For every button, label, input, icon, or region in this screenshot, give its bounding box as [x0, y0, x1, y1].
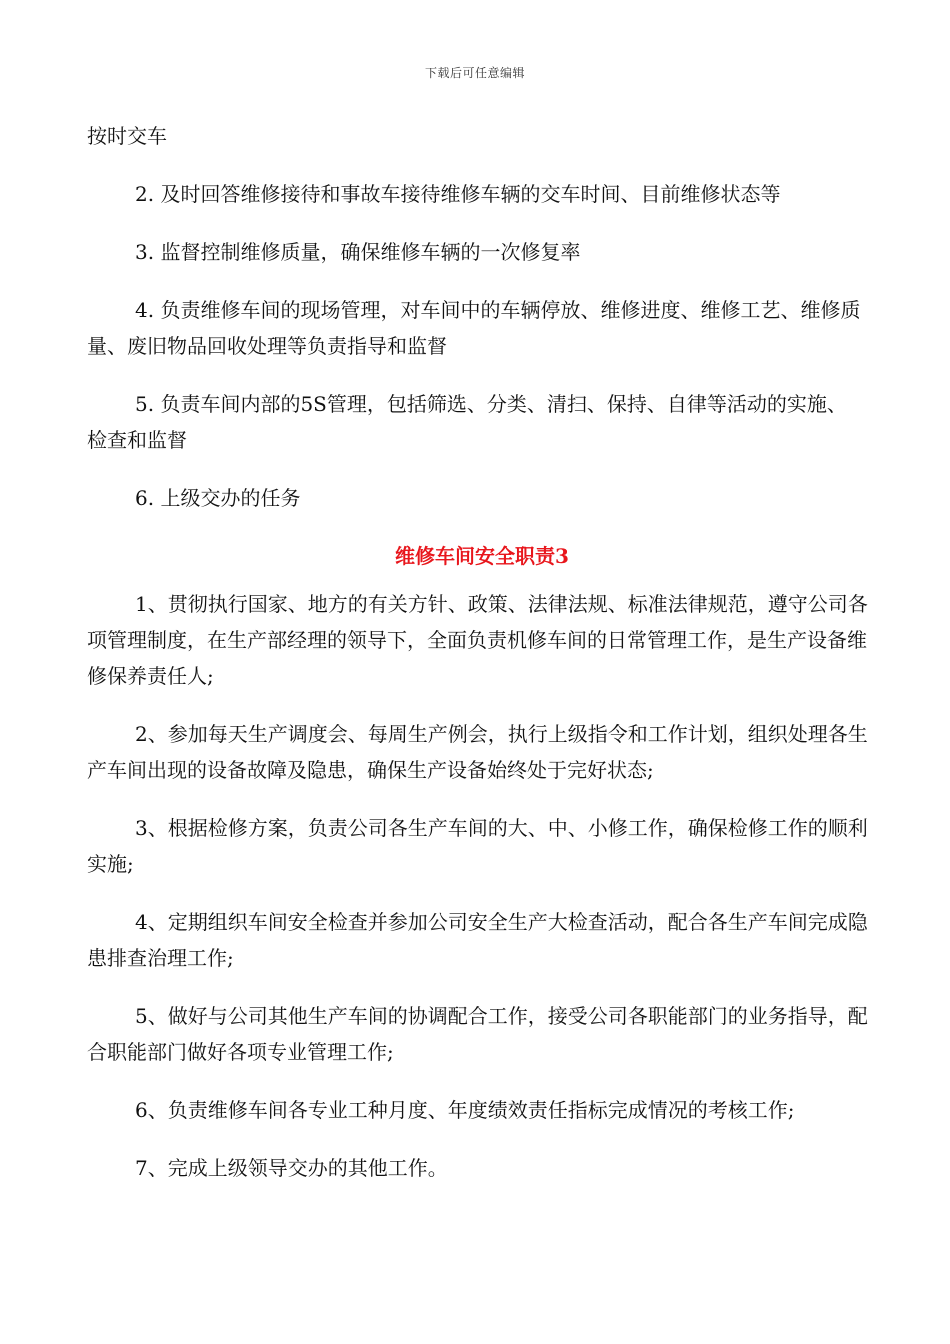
list-item: 6. 上级交办的任务	[135, 486, 301, 510]
list-item: 1、贯彻执行国家、地方的有关方针、政策、法律法规、标准法律规范，遵守公司各项管理制度，在生产部经理的领导下，全面负责机修车间的日常管理工作，是生产设备维修保养责任人;	[87, 592, 868, 688]
list-item: 4. 负责维修车间的现场管理，对车间中的车辆停放、维修进度、维修工艺、维修质量、废旧物品回收处理等负责指导和监督	[87, 298, 861, 358]
page-header: 下载后可任意编辑	[424, 66, 525, 80]
list-item: 5、做好与公司其他生产车间的协调配合工作，接受公司各职能部门的业务指导，配合职能部门做好各项专业管理工作;	[87, 1004, 868, 1064]
list-item: 2、参加每天生产调度会、每周生产例会，执行上级指令和工作计划，组织处理各生产车间出现的设备故障及隐患，确保生产设备始终处于完好状态;	[87, 722, 868, 782]
list-item: 3. 监督控制维修质量，确保维修车辆的一次修复率	[135, 240, 581, 264]
list-item: 4、定期组织车间安全检查并参加公司安全生产大检查活动，配合各生产车间完成隐患排查治理工作;	[87, 910, 868, 970]
continuation-text: 按时交车	[87, 124, 167, 148]
list-item: 2. 及时回答维修接待和事故车接待维修车辆的交车时间、目前维修状态等	[135, 182, 781, 206]
list-item: 5. 负责车间内部的5S管理，包括筛选、分类、清扫、保持、自律等活动的实施、检查和监督	[87, 392, 847, 452]
list-item: 7、完成上级领导交办的其他工作。	[135, 1156, 448, 1180]
document-body	[87, 118, 877, 1186]
list-item: 3、根据检修方案，负责公司各生产车间的大、中、小修工作，确保检修工作的顺利实施;	[87, 816, 868, 876]
section-title: 维修车间安全职责3	[395, 544, 569, 568]
list-item: 6、负责维修车间各专业工种月度、年度绩效责任指标完成情况的考核工作;	[135, 1098, 795, 1122]
